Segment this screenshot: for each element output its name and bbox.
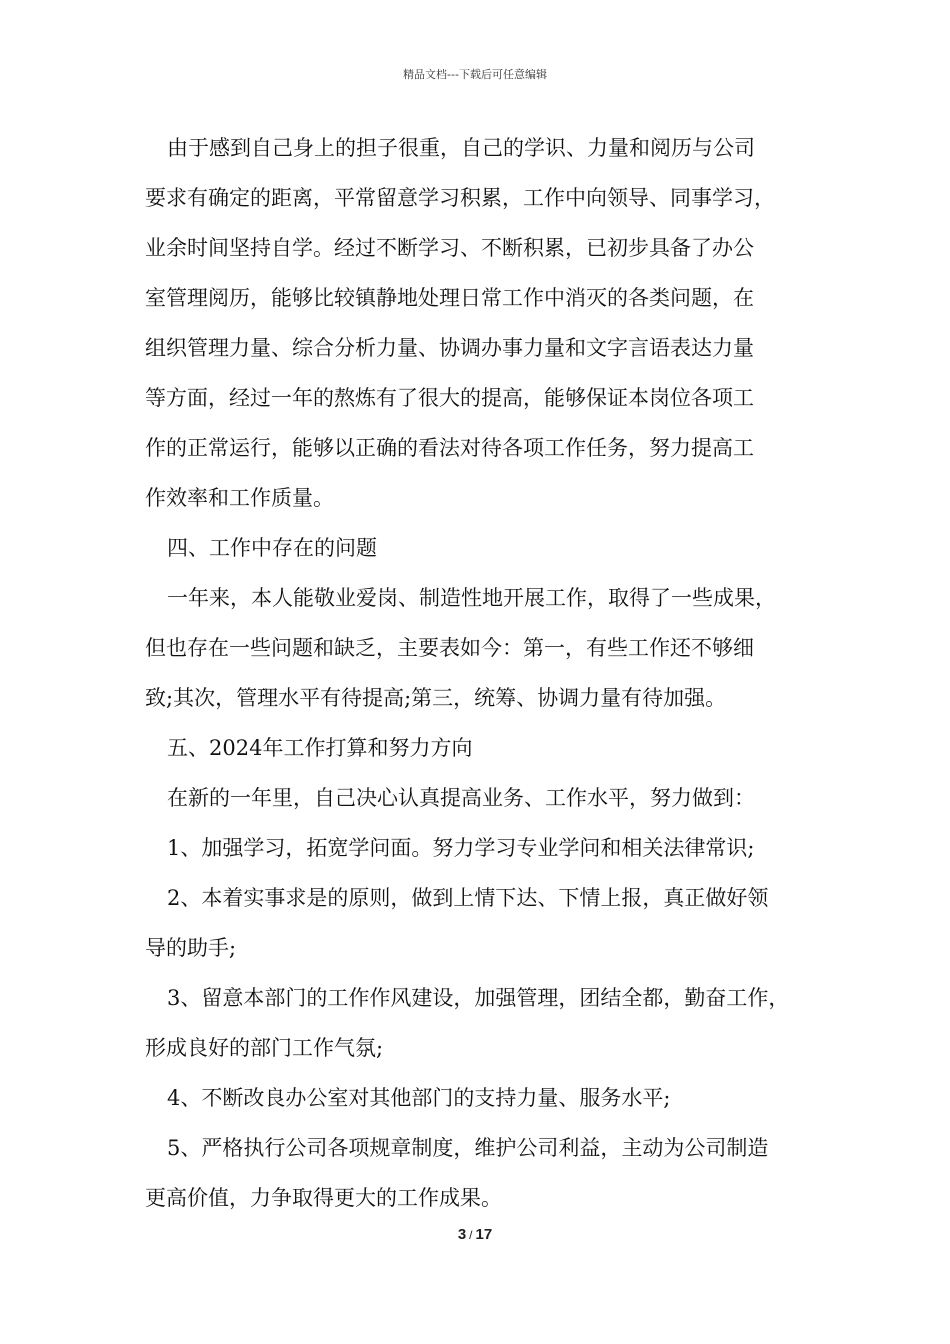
list-item: 5、严格执行公司各项规章制度，维护公司利益，主动为公司制造 <box>167 1136 769 1160</box>
paragraph-line: 室管理阅历，能够比较镇静地处理日常工作中消灭的各类问题，在 <box>145 286 754 310</box>
paragraph-line: 但也存在一些问题和缺乏，主要表如今：第一，有些工作还不够细 <box>145 636 754 660</box>
paragraph-line: 等方面，经过一年的熬炼有了很大的提高，能够保证本岗位各项工 <box>145 386 754 410</box>
paragraph-line: 一年来，本人能敬业爱岗、制造性地开展工作，取得了一些成果， <box>167 586 776 610</box>
list-item: 2、本着实事求是的原则，做到上情下达、下情上报，真正做好领 <box>167 886 769 910</box>
paragraph-line: 致;其次，管理水平有待提高;第三，统筹、协调力量有待加强。 <box>145 686 727 710</box>
paragraph-line: 作的正常运行，能够以正确的看法对待各项工作任务，努力提高工 <box>145 436 754 460</box>
current-page: 3 <box>457 1226 467 1243</box>
body-text <box>145 126 825 1226</box>
paragraph-line: 由于感到自己身上的担子很重，自己的学识、力量和阅历与公司 <box>167 136 755 160</box>
paragraph-line: 作效率和工作质量。 <box>145 486 334 510</box>
section-heading: 五、2024年工作打算和努力方向 <box>167 736 473 760</box>
page-separator: / <box>469 1228 473 1242</box>
list-item-continuation: 导的助手; <box>145 936 237 960</box>
total-pages: 17 <box>475 1226 493 1243</box>
list-item-continuation: 形成良好的部门工作气氛; <box>145 1036 384 1060</box>
section-heading: 四、工作中存在的问题 <box>167 536 377 560</box>
paragraph-line: 业余时间坚持自学。经过不断学习、不断积累，已初步具备了办公 <box>145 236 754 260</box>
page-number <box>0 1226 950 1243</box>
paragraph-line: 要求有确定的距离，平常留意学习积累，工作中向领导、同事学习， <box>145 186 775 210</box>
list-item: 1、加强学习，拓宽学问面。努力学习专业学问和相关法律常识; <box>167 836 755 860</box>
list-item: 3、留意本部门的工作作风建设，加强管理，团结全都，勤奋工作， <box>167 986 790 1010</box>
paragraph-line: 组织管理力量、综合分析力量、协调办事力量和文字言语表达力量 <box>145 336 754 360</box>
list-item: 4、不断改良办公室对其他部门的支持力量、服务水平; <box>167 1086 671 1110</box>
list-item-continuation: 更高价值，力争取得更大的工作成果。 <box>145 1186 502 1210</box>
paragraph-line: 在新的一年里，自己决心认真提高业务、工作水平，努力做到： <box>167 786 755 810</box>
page-header: 精品文档---下载后可任意编辑 <box>403 68 547 81</box>
